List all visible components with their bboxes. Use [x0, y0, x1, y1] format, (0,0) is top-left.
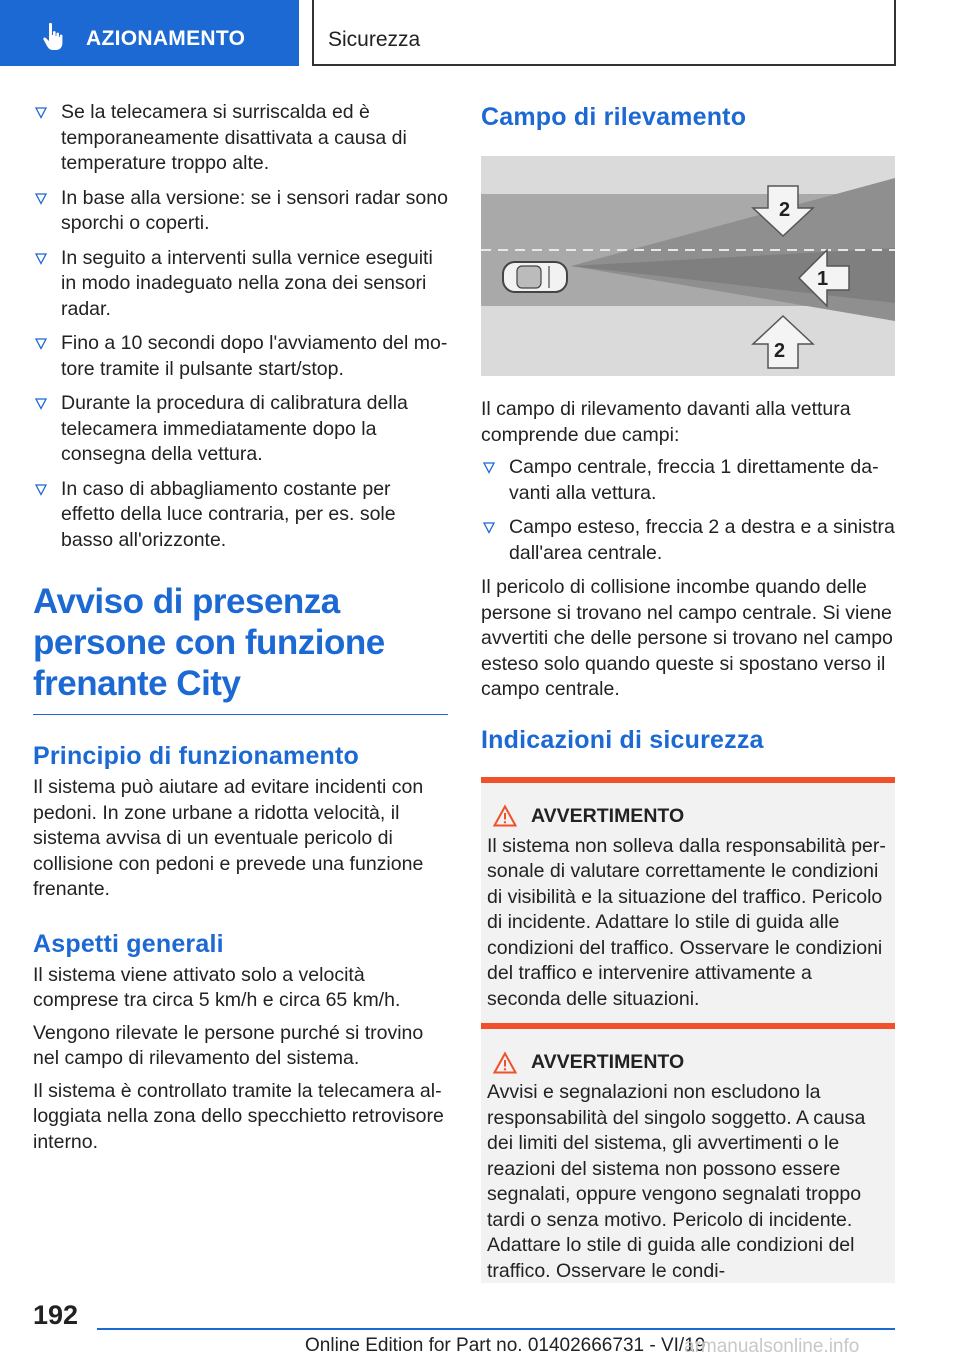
detection-range-figure: [481, 156, 895, 376]
warning-title: [487, 805, 887, 828]
bullet-triangle-icon: [35, 253, 47, 265]
page-number: 192: [33, 1300, 79, 1330]
left-column: [33, 100, 448, 1162]
section-heading: Avviso di presenza persone con funzione frenante City: [33, 581, 448, 715]
warning-triangle-icon: [493, 1052, 517, 1074]
warning-box-2: [481, 1023, 895, 1282]
list-item: [33, 100, 448, 177]
paragraph-principio: Il sistema può aiutare ad evitare incidenti con pedoni. In zone urbane a ridotta velocità, il sistema avvisa di un eventuale pericolo di collisione con pedoni e prevede una funzione frenante.: [33, 776, 424, 900]
list-item-text: Campo esteso, freccia 2 a destra e a sinistra dall'area centrale.: [509, 516, 895, 564]
watermark-text: armanualsonline.info: [684, 1336, 860, 1357]
hand-pointer-icon: [42, 22, 66, 52]
list-item-text: In seguito a interventi sulla vernice eseguiti in modo inadeguato nella zona dei sensori radar.: [61, 246, 433, 320]
paragraph-pericolo: Il pericolo di collisione incombe quando delle persone si trovano nel campo centrale. Si viene avvertiti che delle persone si trovano nel campo esteso solo quando queste si spostano verso il campo centrale.: [481, 576, 893, 700]
paragraph-aspetti-3: Il sistema è controllato tramite la telecamera alloggiata nella zona dello specchietto retrovisore interno.: [33, 1079, 444, 1153]
fields-list: [481, 455, 895, 566]
arrow-top-label: 2: [779, 199, 791, 221]
list-item-text: In base alla versione: se i sensori radar sono sporchi o coperti.: [61, 186, 448, 234]
footer-divider: [97, 1328, 895, 1330]
chapter-title: Sicurezza: [328, 28, 421, 51]
list-item: [481, 515, 895, 566]
arrow-bottom-label: 2: [774, 340, 786, 362]
list-item-text: Fino a 10 secondi dopo l'avviamento del motore tramite il pulsante start/stop.: [61, 332, 448, 380]
warning-triangle-icon: [493, 805, 517, 827]
paragraph-campo: Il campo di rilevamento davanti alla vettura comprende due campi:: [481, 398, 851, 446]
list-item: [33, 246, 448, 323]
heading-principio: Principio di funzionamento: [33, 742, 360, 770]
section-tab: [0, 0, 299, 66]
warning-title-text: AVVERTIMENTO: [531, 1051, 685, 1073]
warning-text: Il sistema non solleva dalla responsabilità personale di valutare correttamente le condizioni di visibilità e la situazione del traffico. Pericolo di incidente. Adattare lo stile di guida alle condizioni del traffico. Osservare le condizioni del traffico e intervenire attivamente a seconda delle situazioni.: [487, 834, 886, 1010]
edition-text: Online Edition for Part no. 01402666731 - VI/19: [305, 1335, 706, 1356]
warning-text: Avvisi e segnalazioni non escludono la responsabilità del singolo soggetto. A causa dei limiti del sistema, gli avvertimenti o le reazioni del sistema non possono essere segnalati, oppure vengono segnalati troppo tardi o senza motivo. Pericolo di incidente. Adattare lo stile di guida alle condizioni del traffico. Osservare le condi-: [487, 1081, 866, 1282]
list-item: [33, 186, 448, 237]
right-column: [481, 100, 895, 1048]
bullet-triangle-icon: [35, 398, 47, 410]
limits-list: [33, 100, 448, 553]
bullet-triangle-icon: [483, 462, 495, 474]
list-item-text: In caso di abbagliamento costante per effetto della luce contraria, per es. sole basso all'orizzonte.: [61, 477, 396, 551]
bullet-triangle-icon: [35, 338, 47, 350]
list-item-text: Se la telecamera si surriscalda ed è temporaneamente disattivata a causa di temperature troppo alte.: [61, 101, 407, 174]
car-icon: [503, 262, 567, 292]
heading-sicurezza: Indicazioni di sicurezza: [481, 725, 764, 754]
list-item: [33, 331, 448, 382]
list-item: [33, 477, 448, 554]
bullet-triangle-icon: [35, 193, 47, 205]
bullet-triangle-icon: [35, 107, 47, 119]
chapter-box: [312, 0, 896, 66]
heading-aspetti: Aspetti generali: [33, 929, 224, 958]
arrow-mid-label: 1: [817, 268, 829, 290]
list-item: [33, 391, 448, 468]
list-item-text: Durante la procedura di calibratura della telecamera immediatamente dopo la consegna della vettura.: [61, 392, 408, 465]
heading-campo: Campo di rilevamento: [481, 103, 747, 131]
section-title: AZIONAMENTO: [86, 27, 246, 50]
warning-title: [487, 1051, 887, 1074]
paragraph-aspetti-2: Vengono rilevate le persone purché si trovino nel campo di rilevamento del sistema.: [33, 1021, 424, 1069]
paragraph-aspetti-1: Il sistema viene attivato solo a velocità comprese tra circa 5 km/h e circa 65 km/h.: [33, 963, 401, 1011]
bullet-triangle-icon: [483, 522, 495, 534]
warning-box-1: [481, 777, 895, 1035]
list-item-text: Campo centrale, freccia 1 direttamente davanti alla vettura.: [509, 456, 879, 504]
list-item: [481, 455, 895, 506]
warning-title-text: AVVERTIMENTO: [531, 804, 685, 827]
warning-box-2-inner: [481, 1023, 895, 1283]
bullet-triangle-icon: [35, 484, 47, 496]
